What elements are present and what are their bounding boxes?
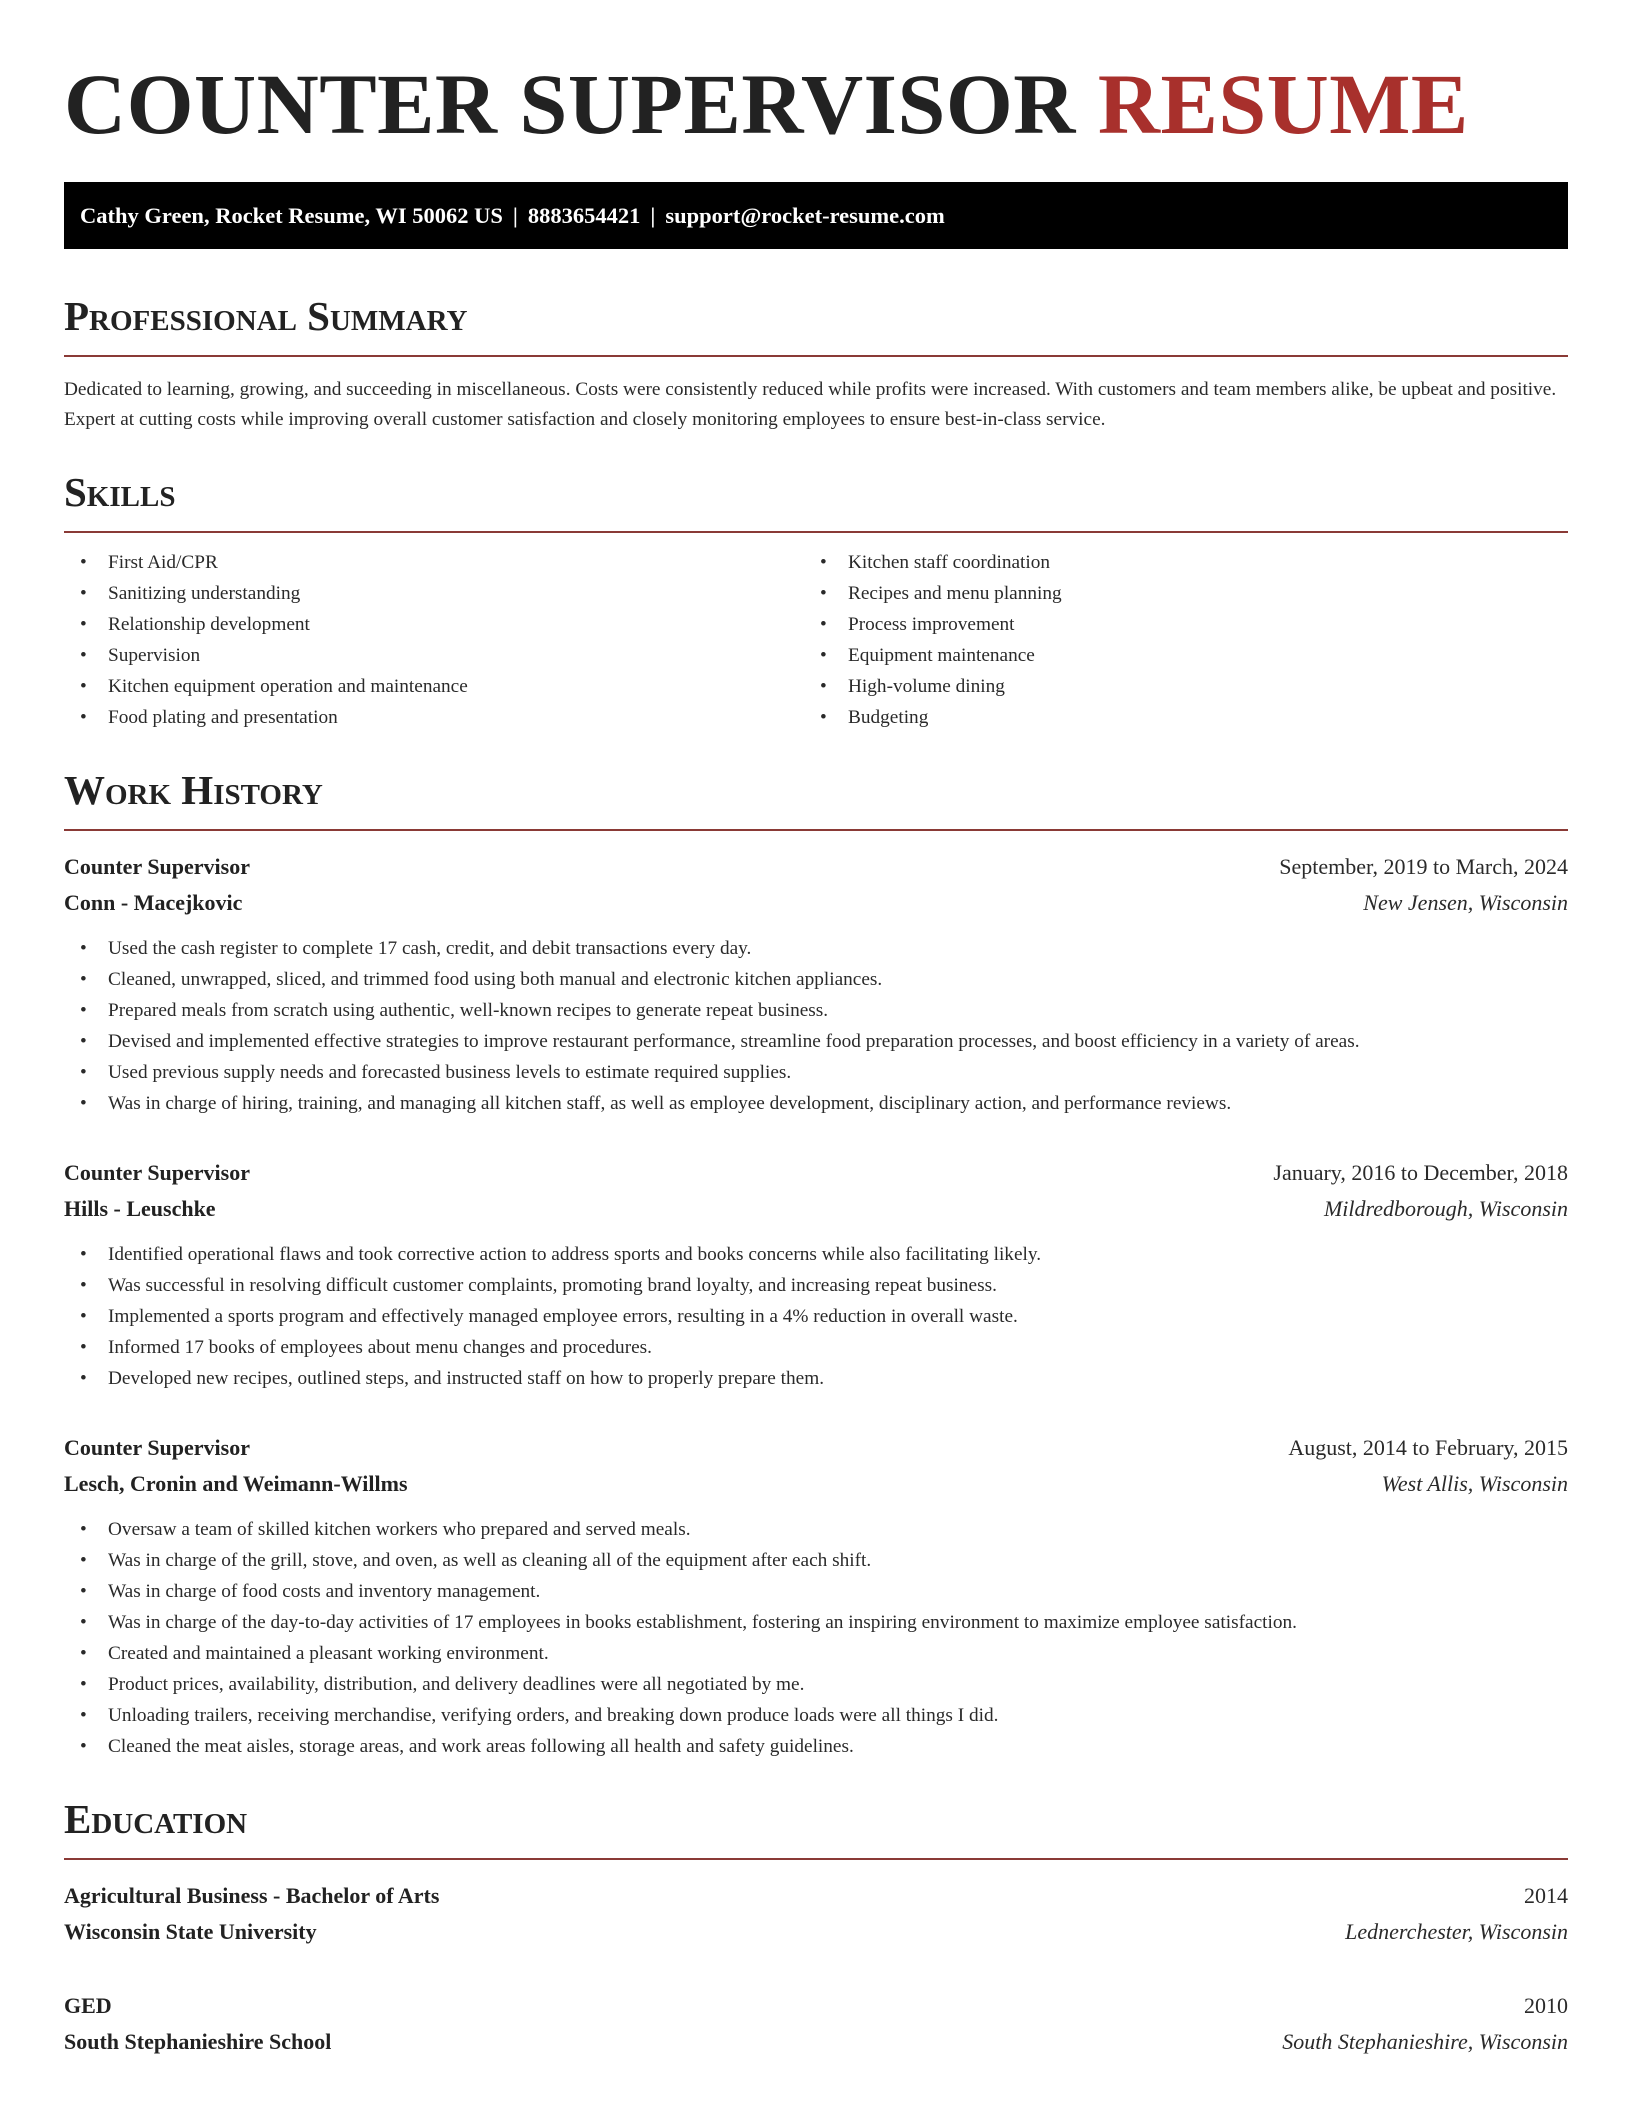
education-school: Wisconsin State University (64, 1919, 317, 1944)
job-duty: • Unloading trailers, receiving merchandise, verifying orders, and breaking down produce loads were all things I did. (64, 1700, 1568, 1731)
job-title: Counter Supervisor (64, 1160, 250, 1185)
job-location: New Jensen, Wisconsin (1363, 890, 1568, 915)
job-duty: • Was in charge of the day-to-day activities of 17 employees in books establishment, fostering an inspiring environment to maximize employee satisfaction. (64, 1607, 1568, 1638)
job-duty: • Prepared meals from scratch using authentic, well-known recipes to generate repeat business. (64, 995, 1568, 1026)
contact-address: Cathy Green, Rocket Resume, WI 50062 US (80, 203, 503, 228)
summary-text: Dedicated to learning, growing, and succeeding in miscellaneous. Costs were consistently reduced while profits were increased. With customers and team members alike, be upbeat and positive. Expert at cutting costs while improving overall customer satisfaction and closely monitoring employees to ensure best-in-class service. (64, 379, 1557, 430)
job-duty: • Cleaned the meat aisles, storage areas, and work areas following all health and safety guidelines. (64, 1731, 1568, 1762)
job-duty: • Informed 17 books of employees about menu changes and procedures. (64, 1332, 1568, 1363)
summary-heading: Professional Summary (64, 291, 1568, 357)
job-duty: • Cleaned, unwrapped, sliced, and trimmed food using both manual and electronic kitchen appliances. (64, 964, 1568, 995)
skill-item: • Process improvement (804, 609, 1544, 640)
job-duty: • Developed new recipes, outlined steps, and instructed staff on how to properly prepare them. (64, 1363, 1568, 1394)
education-location: South Stephanieshire, Wisconsin (1282, 2029, 1568, 2054)
contact-separator: | (650, 203, 656, 228)
job-location: Mildredborough, Wisconsin (1323, 1196, 1568, 1221)
skills-section (64, 467, 1568, 733)
skill-item: • Budgeting (804, 702, 1544, 733)
contact-email: support@rocket-resume.com (665, 203, 945, 228)
skill-item: • Kitchen equipment operation and maintenance (64, 671, 804, 702)
education-year: 2014 (1524, 1883, 1568, 1908)
education-entry (64, 1878, 1568, 1950)
education-degree: GED (64, 1993, 112, 2018)
job-entry (64, 1155, 1568, 1394)
education-entry (64, 1988, 1568, 2060)
skill-item: • Sanitizing understanding (64, 578, 804, 609)
job-duty: • Was in charge of the grill, stove, and oven, as well as cleaning all of the equipment after each shift. (64, 1545, 1568, 1576)
job-dates: January, 2016 to December, 2018 (1273, 1160, 1568, 1185)
skill-item: • Relationship development (64, 609, 804, 640)
job-duties (64, 933, 1568, 1119)
job-duties (64, 1514, 1568, 1762)
skill-item: • First Aid/CPR (64, 547, 804, 578)
job-duty: • Used previous supply needs and forecasted business levels to estimate required supplies. (64, 1057, 1568, 1088)
education-year: 2010 (1524, 1993, 1568, 2018)
work-history-section (64, 765, 1568, 1762)
skill-item: • High-volume dining (804, 671, 1544, 702)
title-main: COUNTER SUPERVISOR (64, 56, 1076, 152)
skill-item: • Kitchen staff coordination (804, 547, 1544, 578)
education-school: South Stephanieshire School (64, 2029, 332, 2054)
education-degree: Agricultural Business - Bachelor of Arts (64, 1883, 440, 1908)
skill-item: • Equipment maintenance (804, 640, 1544, 671)
job-title: Counter Supervisor (64, 1435, 250, 1460)
resume-title (64, 58, 1568, 150)
title-accent: RESUME (1097, 56, 1469, 152)
job-company: Hills - Leuschke (64, 1196, 216, 1221)
job-duty: • Devised and implemented effective strategies to improve restaurant performance, streamline food preparation processes, and boost efficiency in a variety of areas. (64, 1026, 1568, 1057)
skill-item: • Food plating and presentation (64, 702, 804, 733)
contact-bar (64, 182, 1568, 249)
skills-list-left (64, 547, 804, 733)
skill-item: • Recipes and menu planning (804, 578, 1544, 609)
job-title: Counter Supervisor (64, 854, 250, 879)
job-location: West Allis, Wisconsin (1381, 1471, 1568, 1496)
job-duty: • Product prices, availability, distribution, and delivery deadlines were all negotiated by me. (64, 1669, 1568, 1700)
job-duty: • Created and maintained a pleasant working environment. (64, 1638, 1568, 1669)
skill-item: • Supervision (64, 640, 804, 671)
skills-list-right (804, 547, 1544, 733)
job-duties (64, 1239, 1568, 1394)
job-company: Conn - Macejkovic (64, 890, 243, 915)
contact-phone: 8883654421 (527, 203, 641, 228)
job-company: Lesch, Cronin and Weimann-Willms (64, 1471, 408, 1496)
contact-separator: | (512, 203, 518, 228)
job-duty: • Identified operational flaws and took corrective action to address sports and books concerns while also facilitating likely. (64, 1239, 1568, 1270)
job-entry (64, 1430, 1568, 1762)
job-entry (64, 849, 1568, 1119)
job-duty: • Was in charge of hiring, training, and managing all kitchen staff, as well as employee development, disciplinary action, and performance reviews. (64, 1088, 1568, 1119)
job-dates: September, 2019 to March, 2024 (1279, 854, 1568, 879)
job-dates: August, 2014 to February, 2015 (1288, 1435, 1568, 1460)
job-duty: • Oversaw a team of skilled kitchen workers who prepared and served meals. (64, 1514, 1568, 1545)
education-section (64, 1794, 1568, 2060)
job-duty: • Used the cash register to complete 17 cash, credit, and debit transactions every day. (64, 933, 1568, 964)
job-duty: • Was successful in resolving difficult customer complaints, promoting brand loyalty, and increasing repeat business. (64, 1270, 1568, 1301)
education-location: Lednerchester, Wisconsin (1345, 1919, 1568, 1944)
job-duty: • Implemented a sports program and effectively managed employee errors, resulting in a 4% reduction in overall waste. (64, 1301, 1568, 1332)
skills-heading: Skills (64, 467, 1568, 533)
work-history-heading: Work History (64, 765, 1568, 831)
skills-columns (64, 547, 1568, 733)
job-duty: • Was in charge of food costs and inventory management. (64, 1576, 1568, 1607)
summary-section (64, 291, 1568, 435)
education-heading: Education (64, 1794, 1568, 1860)
resume-page (64, 0, 1568, 2060)
